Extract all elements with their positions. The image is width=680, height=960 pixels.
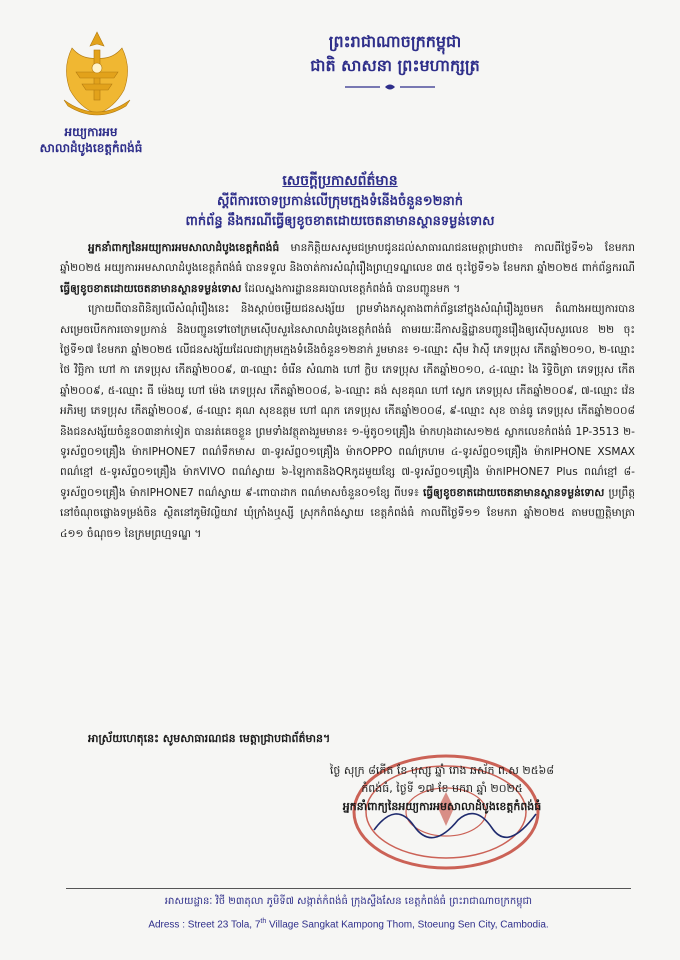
announcement-body xyxy=(60,238,635,544)
title-line-1: សេចក្តីប្រកាសព័ត៌មាន xyxy=(282,173,398,189)
ministry-line-1: អយ្យការអម xyxy=(64,125,118,139)
address-en-suffix: Village Sangkat Kampong Thom, Stoeung Sen City, Cambodia. xyxy=(266,919,549,931)
closing-line: អាស្រ័យហេតុនេះ សូមសាធារណជន មេត្តាជ្រាបជាព័ត៌មាន។ xyxy=(88,732,331,745)
p1-lead: អ្នកនាំពាក្យនៃអយ្យការអមសាលាដំបូងខេត្តកំពង់ធំ xyxy=(88,242,280,254)
address-en-sup: th xyxy=(260,918,267,925)
paragraph-2 xyxy=(60,299,635,544)
p1-end: ដែលស្នងការដ្ឋាននគរបាលខេត្តកំពង់ធំ បានបញ្ជូនមក ។ xyxy=(241,282,461,295)
footer-divider xyxy=(66,888,631,889)
ministry-line-2: សាលាដំបូងខេត្តកំពង់ធំ xyxy=(39,141,143,155)
p1-text: មានកិត្តិយសសូមជម្រាបជូនដល់សាធារណជនមេត្តាជ្រាបថា៖ កាលពីថ្ងៃទី១៦ ខែមករា ឆ្នាំ២០២៥ អយ្យការអមសាលាដំបូងខេត្តកំពង់ធំ បានទទួល និងចាត់ការសំណុំរឿងព្រហ្មទណ្ឌលេខ ៣៥ ចុះថ្ងៃទី១៦ ខែមករា ឆ្នាំ២០២៥ ពាក់ព័ន្ធករណី xyxy=(60,242,635,275)
footer-address-en xyxy=(66,918,631,930)
p2-text: ក្រោយពីបានពិនិត្យលើសំណុំរឿងនេះ និងស្តាប់ចម្លើយជនសង្ស័យ ព្រមទាំងភស្តុតាងពាក់ព័ន្ធនៅក្នុងសំណុំរឿងរួចមក តំណាងអយ្យការបានសម្រេចបើកការចោទប្រកាន់ និងបញ្ជូនទៅចៅក្រមស៊ើបសួរនៃសាលាដំបូងខេត្តកំពង់ធំ តាមរយៈដីកាសន្និដ្ឋានបញ្ជូនរឿងឲ្យស៊ើបសួរលេខ ២២ ចុះថ្ងៃទី១៧ ខែមករា ឆ្នាំ២០២៥ លើជនសង្ស័យដែលជាក្រុមក្មេងទំនើងចំនួន១២នាក់ រួមមាន៖ ១-ឈ្មោះ ស៊ឹម វ៉ាសុី ភេទប្រុស កើតឆ្នាំ២០១០, ២-ឈ្មោះ ថៃ វិច្ឆិកា ហៅ កា ភេទប្រុស កើតឆ្នាំ២០០៩, ៣-ឈ្មោះ ចំរើន សំណាង ហៅ ក្លិប ភេទប្រុស កើតឆ្នាំ២០១០, ៤-ឈ្មោះ ងៃ រិទ្ធិចិត្រា ភេទប្រុស កើតឆ្នាំ២០០៩, ៥-ឈ្មោះ ធី ម៉េងយូ ហៅ ម៉េង ភេទប្រុស កើតឆ្នាំ២០០៨, ៦-ឈ្មោះ គង់ សុខគុណ ហៅ ស្លេក ភេទប្រុស កើតឆ្នាំ២០០៩, ៧-ឈ្មោះ វ៉េន អភិរម្យ ភេទប្រុស កើតឆ្នាំ២០០៩, ៨-ឈ្មោះ គុណ សុខឧត្តម ហៅ ណុក ភេទប្រុស កើតឆ្នាំ២០០៨, ៩-ឈ្មោះ សុខ ចាន់ធូ ភេទប្រុស កើតឆ្នាំ២០០៨ និងជនសង្ស័យចំនួន០៣នាក់ទៀត បានរត់គេចខ្លួន ព្រមទាំងវត្ថុតាងរួមមាន៖ ១-ម៉ូតូ០១គ្រឿង ម៉ាកហុងដាសេ១២៥ ស្លាកលេខកំពង់ធំ 1P-3513 ២-ទូរស័ព្ទ០១គ្រឿង ម៉ាកIPHONE7 ពណ៌ទឹកមាស ៣-ទូរស័ព្ទ០១គ្រឿង ម៉ាកOPPO ពណ៌ក្រហម ៤-ទូរស័ព្ទ០១គ្រឿង ម៉ាកIPHONE XSMAX ពណ៌ខ្មៅ ៥-ទូរស័ព្ទ០១គ្រឿង ម៉ាកVIVO ពណ៌ស្វាយ ៦-ឡៃកាតនិងQRកូដមួយខ្សែ ៧-ទូរស័ព្ទ០១គ្រឿង ម៉ាកIPHONE7 Plus ពណ៌ខ្មៅ ៨-ទូរស័ព្ទ០១គ្រឿង ម៉ាកIPHONE7 ពណ៌ស្វាយ ៩-ពោបាដាក ពណ៌មាសចំនួន០១ខ្សែ ពីបទ៖ xyxy=(60,303,635,499)
signer-title: អ្នកនាំពាក្យនៃអយ្យការអមសាលាដំបូងខេត្តកំពង់ធំ xyxy=(342,800,542,813)
p2-bold: ធ្វើឲ្យខូចខាតដោយចេតនាមានស្ថានទម្ងន់ទោស xyxy=(422,486,605,499)
ministry-name xyxy=(20,124,162,156)
national-motto xyxy=(260,30,530,78)
p1-bold: ធ្វើឲ្យខូចខាតដោយចេតនាមានស្ថានទម្ងន់ទោស xyxy=(60,282,242,295)
lunar-date: ថ្ងៃ សុក្រ ៨កើត ខែ បុស្ស ឆ្នាំ រោង ឆស័ក ព.ស ២៥៦៨ xyxy=(329,764,555,777)
cambodia-emblem-icon xyxy=(52,28,142,120)
title-line-2: ស្តីពីការចោទប្រកាន់លើក្រុមក្មេងទំនើងចំនួន១២នាក់ xyxy=(216,194,464,209)
ornament-divider xyxy=(345,82,435,92)
motto-line-1: ព្រះរាជាណាចក្រកម្ពុជា xyxy=(328,32,462,51)
signature-block xyxy=(272,762,612,816)
title-line-3: ពាក់ព័ន្ធ នឹងករណីធ្វើឲ្យខូចខាតដោយចេតនាមានស្ថានទម្ងន់ទោស xyxy=(185,214,495,229)
issue-date: កំពង់ធំ, ថ្ងៃទី ១៧ ខែ មករា ឆ្នាំ ២០២៥ xyxy=(361,782,523,795)
motto-line-2: ជាតិ សាសនា ព្រះមហាក្សត្រ xyxy=(310,56,480,75)
announcement-title xyxy=(80,170,600,232)
paragraph-1 xyxy=(60,238,635,299)
footer-address-kh: អាសយដ្ឋានៈ វិថី ២៣តុលា ភូមិទី៧ សង្កាត់កំពង់ធំ ក្រុងស្ទឹងសែន ខេត្តកំពង់ធំ ព្រះរាជាណាចក្រកម្ពុជា xyxy=(164,896,533,907)
address-en-prefix: Adress : Street 23 Tola, 7 xyxy=(148,919,261,931)
p2-end: ប្រព្រឹត្តនៅចំណុចផ្លោងទម្រង់ចិន ស្ថិតនៅភូមិវល្លិយាវ ឃុំក្រាំងឬស្សី ស្រុកកំពង់ស្វាយ ខេត្តកំពង់ធំ កាលពីថ្ងៃទី១១ ខែមករា ឆ្នាំ២០២៥ តាមបញ្ញត្តិមាត្រា ៤១១ ចំណុច១ នៃក្រមព្រហ្មទណ្ឌ ។ xyxy=(60,486,635,540)
